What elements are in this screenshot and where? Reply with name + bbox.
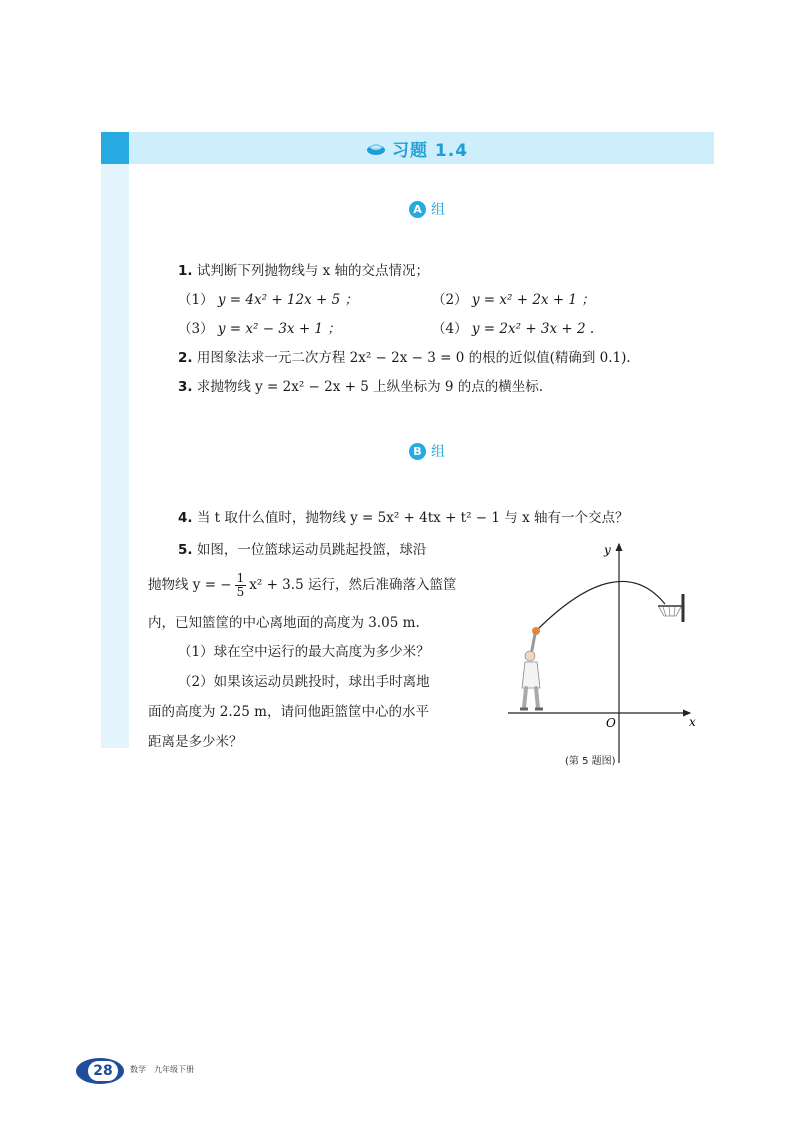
hoop-net <box>659 607 681 616</box>
problem-5-line-2 <box>148 571 456 599</box>
item-expr: y = x² − 3x + 1 ； <box>217 321 341 337</box>
group-b-badge: B <box>409 443 426 460</box>
problem-5-number: 5. <box>178 542 193 558</box>
ball-trajectory <box>536 581 665 631</box>
problem-5-text-1: 如图，一位篮球运动员跳起投篮，球沿 <box>196 542 427 558</box>
basketball-figure <box>500 538 710 773</box>
x-axis-label: x <box>689 715 696 729</box>
problem-1-item-4 <box>432 320 594 338</box>
item-expr: y = 4x² + 12x + 5 ； <box>217 292 358 308</box>
problem-5-q2-text-a: （2）如果该运动员跳投时，球出手时离地 <box>178 674 430 690</box>
problem-1-item-1 <box>178 291 358 309</box>
player-figure <box>520 634 543 709</box>
problem-5-line-3 <box>148 614 420 632</box>
problem-5-q2-text-c: 距离是多少米？ <box>148 734 243 750</box>
problem-1-text: 试判断下列抛物线与 x 轴的交点情况； <box>196 263 430 279</box>
problem-5-text-3: 内，已知篮筐的中心离地面的高度为 3.05 m. <box>148 615 420 631</box>
problem-1-stem <box>178 262 429 280</box>
item-tag: （4） <box>432 321 468 337</box>
group-b-label: 组 <box>431 444 445 460</box>
item-expr: y = 2x² + 3x + 2 . <box>471 321 595 337</box>
problem-5-question-2a <box>178 673 430 691</box>
origin-label: O <box>606 716 616 730</box>
problem-1-number: 1. <box>178 263 193 279</box>
problem-2-number: 2. <box>178 350 193 366</box>
header-tab <box>101 132 129 164</box>
item-expr: y = x² + 2x + 1 ； <box>471 292 595 308</box>
problem-3-text: 求抛物线 y = 2x² − 2x + 5 上纵坐标为 9 的点的横坐标. <box>196 379 544 395</box>
fraction-denominator: 5 <box>236 585 245 599</box>
book-icon <box>366 139 386 157</box>
problem-4-text: 当 t 取什么值时，抛物线 y = 5x² + 4tx + t² − 1 与 x 轴有一个交点？ <box>196 510 629 526</box>
problem-3 <box>178 378 543 396</box>
group-a-badge: A <box>409 201 426 218</box>
item-tag: （2） <box>432 292 468 308</box>
item-tag: （3） <box>178 321 214 337</box>
problem-5-q1-text: （1）球在空中运行的最大高度为多少米？ <box>178 644 430 660</box>
problem-4 <box>178 509 629 527</box>
figure-caption: (第 5 题图) <box>565 756 616 767</box>
problem-5-question-2c <box>148 733 243 751</box>
exercise-title-text: 习题 1.4 <box>392 140 469 161</box>
problem-4-number: 4. <box>178 510 193 526</box>
item-tag: （1） <box>178 292 214 308</box>
book-title: 数学 九年级下册 <box>130 1065 194 1074</box>
y-axis-label: y <box>604 543 611 557</box>
problem-5-text-2a: 抛物线 y = − <box>148 577 232 593</box>
problem-2-text: 用图象法求一元二次方程 2x² − 2x − 3 = 0 的根的近似值(精确到 0.1). <box>196 350 631 366</box>
problem-5-question-2b <box>148 703 429 721</box>
fraction-numerator: 1 <box>236 571 245 585</box>
problem-5-question-1 <box>178 643 430 661</box>
fraction <box>235 572 247 599</box>
group-a-heading <box>409 199 445 219</box>
exercise-title <box>366 132 468 164</box>
problem-2 <box>178 349 631 367</box>
problem-5-line-1 <box>178 541 426 559</box>
problem-5-text-2b: x² + 3.5 运行，然后准确落入篮筐 <box>249 577 457 593</box>
problem-1-item-2 <box>432 291 595 309</box>
problem-1-item-3 <box>178 320 341 338</box>
sidebar-strip <box>101 164 129 748</box>
group-a-label: 组 <box>431 202 445 218</box>
problem-3-number: 3. <box>178 379 193 395</box>
problem-5-q2-text-b: 面的高度为 2.25 m，请问他距篮筐中心的水平 <box>148 704 429 720</box>
page-number: 28 <box>88 1061 118 1081</box>
group-b-heading <box>409 441 445 461</box>
